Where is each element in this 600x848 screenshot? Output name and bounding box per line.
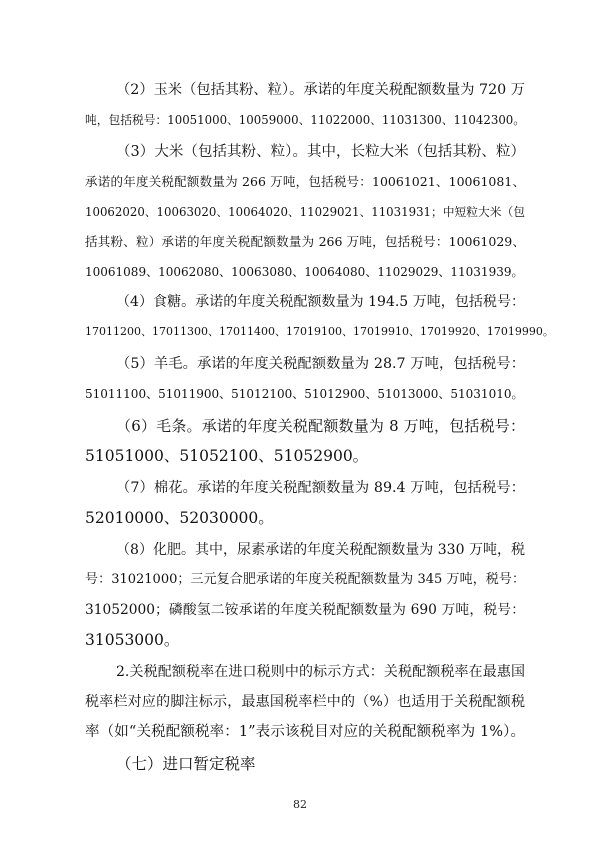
text-line: （5）羊毛。承诺的年度关税配额数量为 28.7 万吨，包括税号： xyxy=(116,356,525,372)
text-line: 税率栏对应的脚注标示，最惠国税率栏中的（%）也适用于关税配额税 xyxy=(85,694,525,710)
text-line: 括其粉、粒）承诺的年度关税配额数量为 266 万吨，包括税号：10061029、 xyxy=(85,234,525,249)
text-line: 31052000；磷酸氢二铵承诺的年度关税配额数量为 690 万吨，税号： xyxy=(85,602,525,618)
text-line: （4）食糖。承诺的年度关税配额数量为 194.5 万吨，包括税号： xyxy=(116,294,525,310)
text-line: 51011100、51011900、51012100、51012900、51013000、51031010。 xyxy=(85,387,524,401)
text-line: 10062020、10063020、10064020、11029021、11031931；中短粒大米（包 xyxy=(85,205,526,219)
text-line: 51051000、51052100、51052900。 xyxy=(85,447,369,465)
text-line: 率（如“关税配额税率：1”表示该税目对应的关税配额税率为 1%）。 xyxy=(85,724,525,740)
text-line: 17011200、17011300、17011400、17019100、17019910、17019920、17019990。 xyxy=(85,325,554,338)
text-line: 承诺的年度关税配额数量为 266 万吨，包括税号：10061021、10061081、 xyxy=(85,174,525,189)
text-line: 2.关税配额税率在进口税则中的标示方式：关税配额税率在最惠国 xyxy=(116,664,525,680)
text-line: 吨，包括税号：10051000、10059000、11022000、11031300、11042300。 xyxy=(85,113,526,127)
text-line: 号：31021000；三元复合肥承诺的年度关税配额数量为 345 万吨，税号： xyxy=(85,572,525,587)
text-line: 10061089、10062080、10063080、10064080、11029029、11031939。 xyxy=(85,265,524,279)
text-line: （3）大米（包括其粉、粒）。其中，长粒大米（包括其粉、粒） xyxy=(116,144,525,160)
section-heading: （七）进口暂定税率 xyxy=(116,755,256,773)
text-line: （6）毛条。承诺的年度关税配额数量为 8 万吨，包括税号： xyxy=(116,417,525,435)
text-line: 52010000、52030000。 xyxy=(85,509,274,527)
text-line: （8）化肥。其中，尿素承诺的年度关税配额数量为 330 万吨，税 xyxy=(116,542,525,558)
text-line: （7）棉花。承诺的年度关税配额数量为 89.4 万吨，包括税号： xyxy=(116,480,525,496)
text-line: （2）玉米（包括其粉、粒）。承诺的年度关税配额数量为 720 万 xyxy=(116,82,525,98)
page-number: 82 xyxy=(293,798,307,811)
text-line: 31053000。 xyxy=(85,631,180,649)
